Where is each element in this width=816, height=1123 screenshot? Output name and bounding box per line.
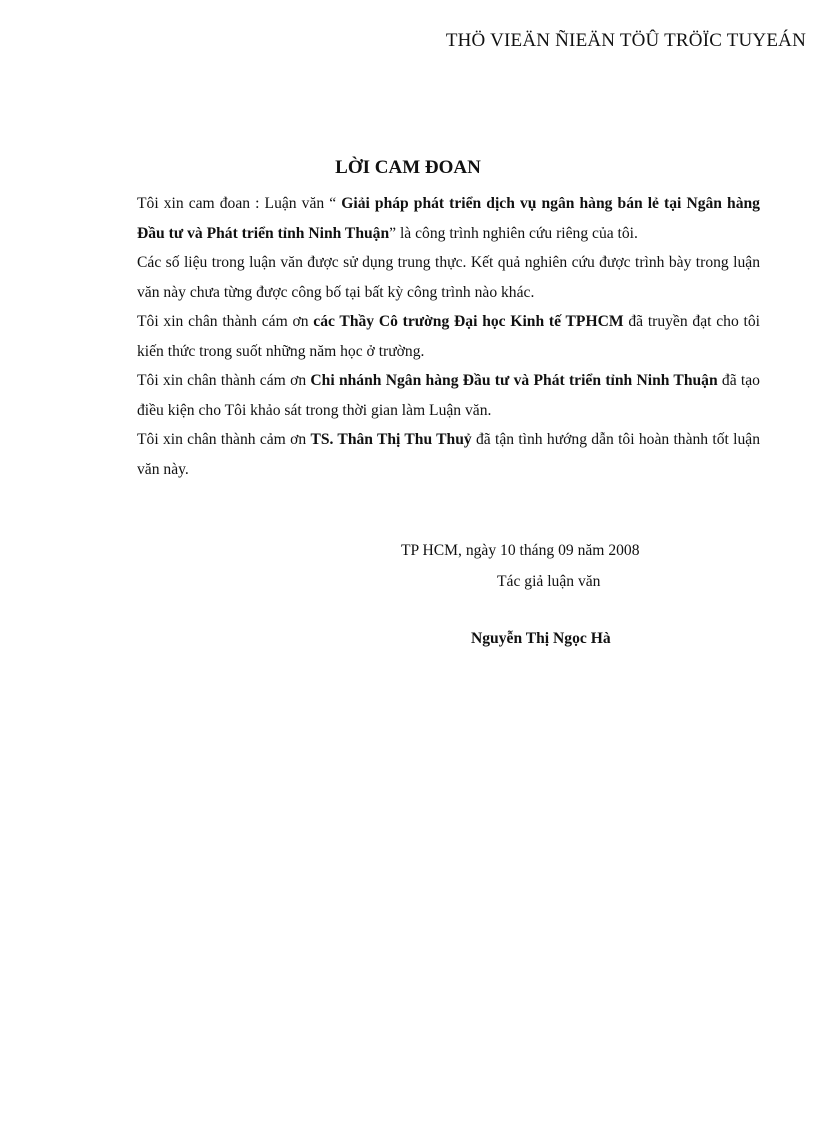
signature-date: TP HCM, ngày 10 tháng 09 năm 2008 (401, 542, 640, 559)
thesis-title: Giải pháp phát triển dịch vụ ngân hàng bán lẻ tại Ngân hàng Đầu tư và Phát triển tỉnh Ninh Thuận (137, 195, 760, 242)
paragraph (137, 425, 760, 484)
advisor-name: TS. Thân Thị Thu Thuỷ (310, 431, 472, 448)
bold-phrase: các Thầy Cô trường Đại học Kinh tế TPHCM (313, 313, 624, 330)
bold-phrase: Chi nhánh Ngân hàng Đầu tư và Phát triển tỉnh Ninh Thuận (310, 372, 718, 389)
page-title: LỜI CAM ĐOAN (335, 157, 481, 178)
paragraph (137, 366, 760, 425)
paragraph-text: đã tạo điều kiện cho Tôi khảo sát trong thời gian làm Luận văn. (137, 372, 760, 419)
paragraph-text: Tôi xin chân thành cám ơn (137, 372, 311, 389)
library-header: THÖ VIEÄN ÑIEÄN TÖÛ TRÖÏC TUYEÁN (445, 30, 806, 51)
paragraph (137, 248, 760, 307)
paragraph-text: Các số liệu trong luận văn được sử dụng trung thực. Kết quả nghiên cứu được trình bày trong luận văn này chưa từng được công bố tại bất kỳ công trình nào khác. (137, 254, 760, 301)
paragraph (137, 189, 760, 248)
paragraph-text: Tôi xin chân thành cám ơn (137, 313, 314, 330)
author-name: Nguyễn Thị Ngọc Hà (471, 630, 611, 647)
paragraph-text: ” là công trình nghiên cứu riêng của tôi. (389, 224, 638, 242)
paragraph-text: đã tận tình hướng dẫn tôi hoàn thành tốt luận văn này. (137, 431, 760, 478)
paragraph-text: đã truyền đạt cho tôi kiến thức trong suốt những năm học ở trường. (137, 313, 760, 360)
paragraph (137, 307, 760, 366)
signature-role: Tác giả luận văn (497, 573, 601, 590)
declaration-body (137, 189, 760, 484)
paragraph-text: Tôi xin cam đoan : Luận văn “ (137, 195, 342, 212)
paragraph-text: Tôi xin chân thành cảm ơn (137, 431, 311, 448)
